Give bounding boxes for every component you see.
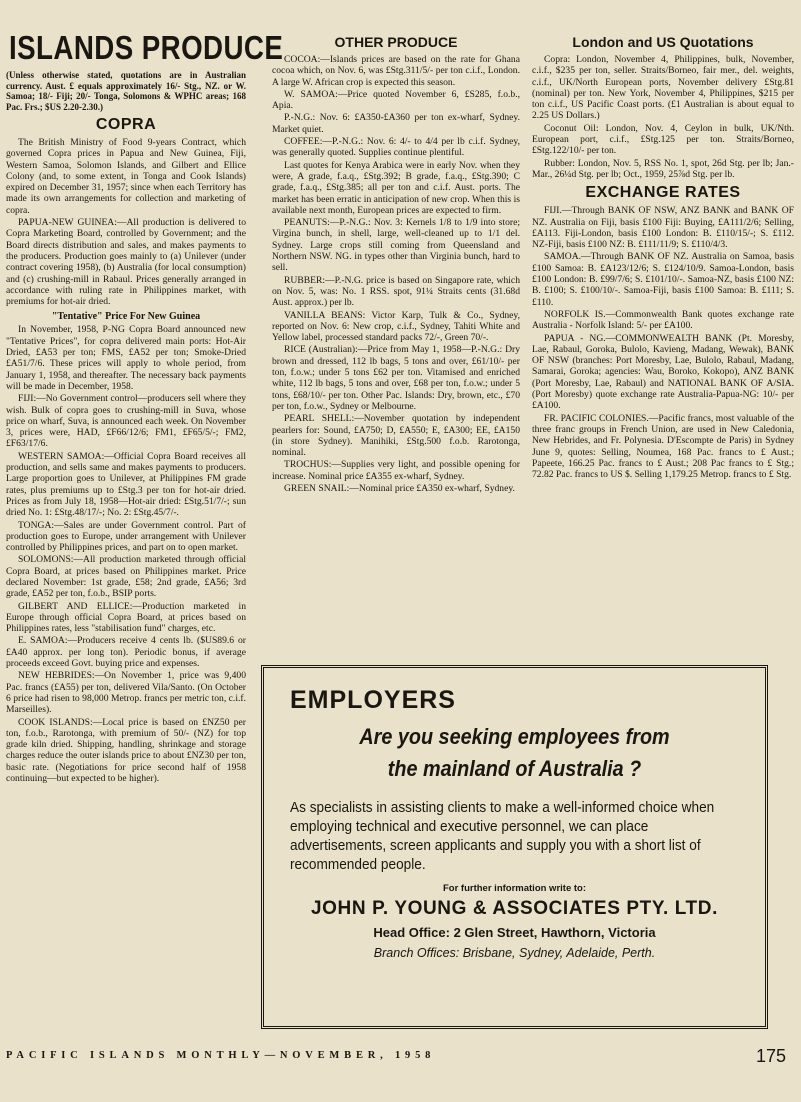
- column-quotations: [532, 26, 794, 481]
- paragraph: P.-N.G.: Nov. 6: £A350-£A360 per ton ex-wharf, Sydney. Market quiet.: [272, 112, 520, 135]
- paragraph: COFFEE:—P.-N.G.: Nov. 6: 4/- to 4/4 per lb c.i.f. Sydney, was generally quoted. Supplies continue plentiful.: [272, 136, 520, 159]
- paragraph: NORFOLK IS.—Commonwealth Bank quotes exchange rate Australia - Norfolk Island: 5/- per £A100.: [532, 308, 794, 332]
- paragraph: VANILLA BEANS: Victor Karp, Tulk & Co., Sydney, reported on Nov. 6: New crop, c.i.f., Sydney, Tahiti White and Yellow label, processed standard packs 72/-, Green 70/-.: [272, 309, 520, 344]
- paragraph: TROCHUS:—Supplies very light, and possible opening for increase. Nominal price £A355 ex-wharf, Sydney.: [272, 459, 520, 482]
- paragraph: Copra: London, November 4, Philippines, bulk, November, c.i.f., $235 per ton, seller. Straits/Borneo, fair mer., del. weights, c.i.f., UK/North European ports, November delivery £Stg.81 (nominal) per ton. New York, November 4, Philippines, $215 per ton c.i.f., US Pacific Coast ports. (£1 Australian is about equal to 2.25 US Dollars.): [532, 54, 794, 122]
- paragraph: GILBERT AND ELLICE:—Production marketed in Europe through official Copra Board, at prices based on Philippines rates, less "stabilisation fund" charges, etc.: [6, 600, 246, 635]
- paragraph: FIJI.—Through BANK OF NSW, ANZ BANK and BANK OF NZ. Australia on Fiji, basis £100 Fiji: Buying, £A111/2/6; Selling, £A113. Fiji-London, basis £100 London: B. £110/15/-; S. £112. NZ-Fiji, basis £100 NZ: B. £111/11/9; S. £110/4/3.: [532, 205, 794, 251]
- ad-company-name: JOHN P. YOUNG & ASSOCIATES PTY. LTD.: [311, 898, 718, 919]
- paragraph: PAPUA-NEW GUINEA:—All production is delivered to Copra Marketing Board, controlled by Government; and the Board directs distribution and sales, and makes payments to the producers. Production goes mainly to (a) Unilever (under contract covering 1958), (b) Australia (for local consumption) and (c) crushing-mill in Rabaul. Prices generally arranged in accordance with ruling rate in Philippines market, with premiums for hot-air dried.: [6, 217, 246, 308]
- paragraph: Rubber: London, Nov. 5, RSS No. 1, spot, 26d Stg. per lb; Jan.-Mar., 26¼d Stg. per lb; Oct., 1959, 25⅞d Stg. per lb.: [532, 157, 794, 180]
- column-islands-produce: [6, 26, 284, 785]
- paragraph: GREEN SNAIL:—Nominal price £A350 ex-wharf, Sydney.: [284, 482, 515, 494]
- column-other-produce: [272, 26, 520, 495]
- ad-subtitle-line2: the mainland of Australia ?: [387, 756, 642, 781]
- ad-title: EMPLOYERS: [290, 686, 456, 714]
- tentative-price-heading: "Tentative" Price For New Guinea: [51, 311, 201, 323]
- paragraph: Coconut Oil: London, Nov. 4, Ceylon in bulk, UK/Nth. European port, c.i.f., £Stg.125 per ton. Straits/Borneo, £Stg.122/10/- per ton.: [532, 122, 794, 157]
- paragraph: TONGA:—Sales are under Government control. Part of production goes to Europe, under arrangement with Unilever controlled by Philippines prices, and part on to open market.: [6, 519, 246, 554]
- paragraph: COCOA:—Islands prices are based on the rate for Ghana cocoa which, on Nov. 6, was £Stg.311/5/- per ton c.i.f., London. A large W. African crop is expected this season.: [272, 54, 520, 88]
- ad-head-office: Head Office: 2 Glen Street, Hawthorn, Victoria: [373, 925, 656, 940]
- paragraph: The British Ministry of Food 9-years Contract, which governed Copra prices in Papua and New Guinea, Fiji, Western Samoa, Solomon Islands, and Gilbert and Ellice Colony (and, to some extent, in Tonga and Cook Islands) expired on December 31, 1957; since when each Territory has made its own arrangements for collection and marketing of copra.: [6, 137, 246, 216]
- paragraph: COOK ISLANDS:—Local price is based on £NZ50 per ton, f.o.b., Rarotonga, with premium of 50/- (NZ) for top grade kiln dried. Shipping, handling, shrinkage and storage charges reduce the outer islands price to about £NZ30 per ton, basic rate. (Negotiations for price second half of 1958 continuing—but expected to be higher).: [6, 716, 246, 785]
- exchange-rates-heading: EXCHANGE RATES: [585, 184, 741, 202]
- paragraph: WESTERN SAMOA:—Official Copra Board receives all production, and sells same and makes payments to producers. Large proportion goes to Unilever, at Philippines FM grade rates, plus premiums up to £Stg.3 per ton for hot-air dried. Prices as from July 18, 1958—Hot-air dried: £Stg.51/7/-; sun dried No. 1: £Stg.48/17/-; No. 2: £Stg.45/7/-.: [6, 450, 246, 519]
- page-title: ISLANDS PRODUCE: [9, 29, 284, 66]
- ad-branch-offices: Branch Offices: Brisbane, Sydney, Adelaide, Perth.: [373, 946, 656, 960]
- paragraph: PEANUTS:—P.-N.G.: Nov. 3: Kernels 1/8 to 1/9 into store; Virgina bunch, in shell, large, well-cleaned up to 1/1 del. Sydney. Large crops still coming from Queensland and Northern NSW. NG. in types other than Virginia bunch, hard to sell.: [272, 217, 520, 274]
- paragraph: SAMOA.—Through BANK OF NZ. Australia on Samoa, basis £100 Samoa: B. £A123/12/6; S. £124/10/9. Samoa-London, basis £100 London: B. £99/7/6; S. £101/10/-. Samoa-NZ, basis £100 NZ: B. £100; S. £100/10/-. Samoa-Fiji, basis £100 Samoa: B. £111; S. £110.: [532, 251, 794, 308]
- paragraph: PAPUA - NG.—COMMONWEALTH BANK (Pt. Moresby, Lae, Rabaul, Goroka, Bulolo, Kavieng, Madang, Wewak), BANK OF NSW (branches: Port Moresby, Lae, Bulolo, Rabaul, Madang, Samarai, Goroka; agencies: Wau, Boroko, Kokopo), ANZ BANK (Port Moresby, Lae, Rabaul) and NATIONAL BANK OF A/SIA. (Port Moresby) quote exchange rate Australia-Papua-NG: 10/- per £A100.: [532, 332, 794, 412]
- other-produce-heading: OTHER PRODUCE: [334, 34, 458, 50]
- paragraph: Last quotes for Kenya Arabica were in early Nov. when they were, A grade, f.a.q., £Stg.392; B grade, f.a.q., £Stg.390; C grade, f.a.q., £Stg.385; all per ton and c.i.f. Aust. ports. The market has been erratic in anticipation of new crop. When this is available next month, European prices are expected to firm.: [272, 159, 520, 216]
- paragraph: RICE (Australian):—Price from May 1, 1958—P.-N.G.: Dry brown and dressed, 112 lb bags, 5 tons and over, £61/10/- per ton, f.o.w.; under 5 tons £62 per ton. Vitamised and enriched white, 112 lb bags, 5 tons and over, £68 per ton, f.o.w.; under 5 tons, £68/10/- per ton. Other Pac. Islands: Dry, brown, etc., £70 per ton, f.o.w., Sydney or Melbourne.: [272, 344, 520, 412]
- employers-advertisement: [261, 665, 768, 1029]
- paragraph: E. SAMOA:—Producers receive 4 cents lb. ($US89.6 or £A40 approx. per long ton). Periodic bonus, if average proceeds exceed Govt. buying price and expenses.: [6, 635, 246, 670]
- paragraph: W. SAMOA:—Price quoted November 6, £S285, f.o.b., Apia.: [272, 88, 520, 112]
- footer-publication: PACIFIC ISLANDS MONTHLY—NOVEMBER, 1958: [6, 1050, 436, 1061]
- ad-subtitle-line1: Are you seeking employees from: [359, 724, 670, 749]
- paragraph: PEARL SHELL:—November quotation by independent pearlers for: Sound, £A750; D, £A550; E, £A300; EE, £A150 (in store Sydney). Manihiki, £Stg.500 f.o.b. Rarotonga, nominal.: [272, 413, 520, 459]
- quotations-heading: London and US Quotations: [572, 34, 754, 50]
- copra-heading: COPRA: [95, 116, 157, 133]
- page-number: 175: [755, 1046, 786, 1066]
- ad-body: As specialists in assisting clients to make a well-informed choice when employing technical and executive personnel, we can place advertisements, screen applicants and supply you with a short list of recommended people.: [290, 800, 715, 873]
- paragraph: SOLOMONS:—All production marketed through official Copra Board, at prices based on Philippines market. Price declared November: 1st grade, £58; 2nd grade, £A56; 3rd grade, £A52 per ton, f.o.b., BSIP ports.: [6, 554, 246, 600]
- ad-contact-prompt: For further information write to:: [442, 883, 587, 894]
- paragraph: NEW HEBRIDES:—On November 1, price was 9,400 Pac. francs (£A55) per ton, delivered Vila/Santo. (On October 6 price had risen to 98,000 Metrop. francs per metric ton, c.i.f. Marseilles).: [6, 670, 246, 716]
- paragraph: FIJI:—No Government control—producers sell where they wish. Bulk of copra goes to crushing-mill in Suva, whose price on wharf, Suva, is announced each week. On November 3, prices were, HAD, £F66/12/6; FM1, £F65/5/-; FM2, £F63/17/6.: [6, 393, 246, 450]
- currency-note: (Unless otherwise stated, quotations are in Australian currency. Aust. £ equals approximately 16/- Stg., NZ. or W. Samoa; 18/- Fiji; 20/- Tonga, Solomons & WPHC areas; 168 Pac. Frs.; $US 2.20-2.30.): [6, 70, 246, 112]
- paragraph: RUBBER:—P.-N.G. price is based on Singapore rate, which on Nov. 5, was: No. 1 RSS. spot, 91¼ Straits cents (31.68d Aust. approx.) per lb.: [272, 274, 520, 309]
- paragraph: FR. PACIFIC COLONIES.—Pacific francs, most valuable of the three franc groups in French Union, are used in New Caledonia, New Hebrides, and Fr. Polynesia. D'Escompte de Paris) in Sydney June 9, quotes: Selling, Noumea, 168 Pac. francs to £ Aust.; Papeete, 166.25 Pac. francs to £ Aust.; 208 Pac francs to £ Stg.; 72.82 Pac. francs to US $. Selling 1,179.25 Metrop. francs to £ Stg.: [532, 412, 794, 481]
- paragraph: In November, 1958, P-NG Copra Board announced new "Tentative Prices", for copra delivered main ports: Hot-Air Dried, £A53 per ton; FMS, £A52 per ton; Smoke-Dried £A51/7/6. These prices will apply to whole period, from January 1, 1958, and thereafter. The necessary back payments will be made in December, 1958.: [6, 324, 246, 392]
- page-footer: [6, 1046, 786, 1068]
